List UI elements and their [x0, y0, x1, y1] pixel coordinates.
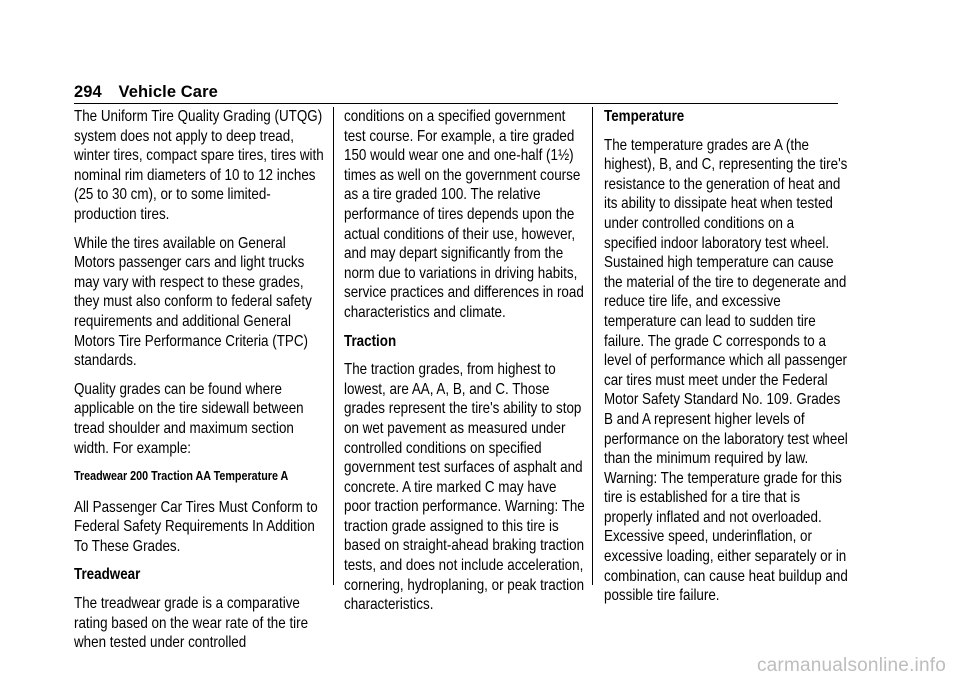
column-divider-2: [592, 107, 593, 585]
quality-grades-paragraph: Quality grades can be found where applicable on the tire sidewall between tread shoulder and maximum section width. For example:: [74, 380, 304, 457]
column-3: [604, 107, 850, 615]
section-title: Vehicle Care: [118, 83, 218, 101]
treadwear-heading: Treadwear: [74, 566, 141, 584]
page-header: [74, 83, 218, 102]
temperature-heading: Temperature: [604, 108, 685, 125]
header-rule: [74, 103, 838, 104]
column-divider-1: [333, 107, 334, 585]
conformance-paragraph: All Passenger Car Tires Must Conform to Federal Safety Requirements In Addition To These Grades.: [74, 498, 318, 555]
treadwear-paragraph: The treadwear grade is a comparative rating based on the wear rate of the tire when tested under controlled: [74, 595, 309, 652]
utqg-intro-paragraph: The Uniform Tire Quality Grading (UTQG) system does not apply to deep tread, winter tires, compact spare tires, tires with nominal rim diameters of 10 to 12 inches (25 to 30 cm), or to some limited-production tires.: [74, 108, 324, 223]
treadwear-continued-paragraph: conditions on a specified government test course. For example, a tire graded 150 would wear one and one-half (1½) times as well on the government course as a tire graded 100. The relative performance of tires depends upon the actual conditions of their use, however, and may depart significantly from the norm due to variations in driving habits, service practices and differences in road characteristics and climate.: [344, 108, 584, 321]
watermark: carmanualsonline.info: [756, 655, 946, 676]
page-number: 294: [74, 83, 102, 101]
traction-heading: Traction: [344, 332, 397, 350]
traction-paragraph: The traction grades, from highest to lowest, are AA, A, B, and C. Those grades represent the tire's ability to stop on wet pavement as measured under controlled conditions on specified government test surfaces of asphalt and concrete. A tire marked C may have poor traction performance. Warning: The traction grade assigned to this tire is based on straight-ahead braking traction tests, and does not include acceleration, cornering, hydroplaning, or peak traction characteristics.: [344, 361, 585, 614]
column-1: [74, 107, 325, 662]
sidewall-example: Treadwear 200 Traction AA Temperature A: [74, 469, 289, 484]
temperature-paragraph: The temperature grades are A (the highest), B, and C, representing the tire's resistance to the generation of heat and its ability to dissipate heat when tested under controlled conditions on a specified indoor laboratory test wheel. Sustained high temperature can cause the material of the tire to degenerate and reduce tire life, and excessive temperature can lead to sudden tire failure. The grade C corresponds to a level of performance which all passenger car tires must meet under the Federal Motor Safety Standard No. 109. Grades B and A represent higher levels of performance on the laboratory test wheel than the minimum required by law. Warning: The temperature grade for this tire is established for a tire that is properly inflated and not overloaded. Excessive speed, underinflation, or excessive loading, either separately or in combination, can cause heat buildup and possible tire failure.: [604, 136, 848, 605]
column-2: [344, 107, 587, 624]
gm-tires-paragraph: While the tires available on General Motors passenger cars and light trucks may vary with respect to these grades, they must also conform to federal safety requirements and additional General Motors Tire Performance Criteria (TPC) standards.: [74, 234, 312, 370]
